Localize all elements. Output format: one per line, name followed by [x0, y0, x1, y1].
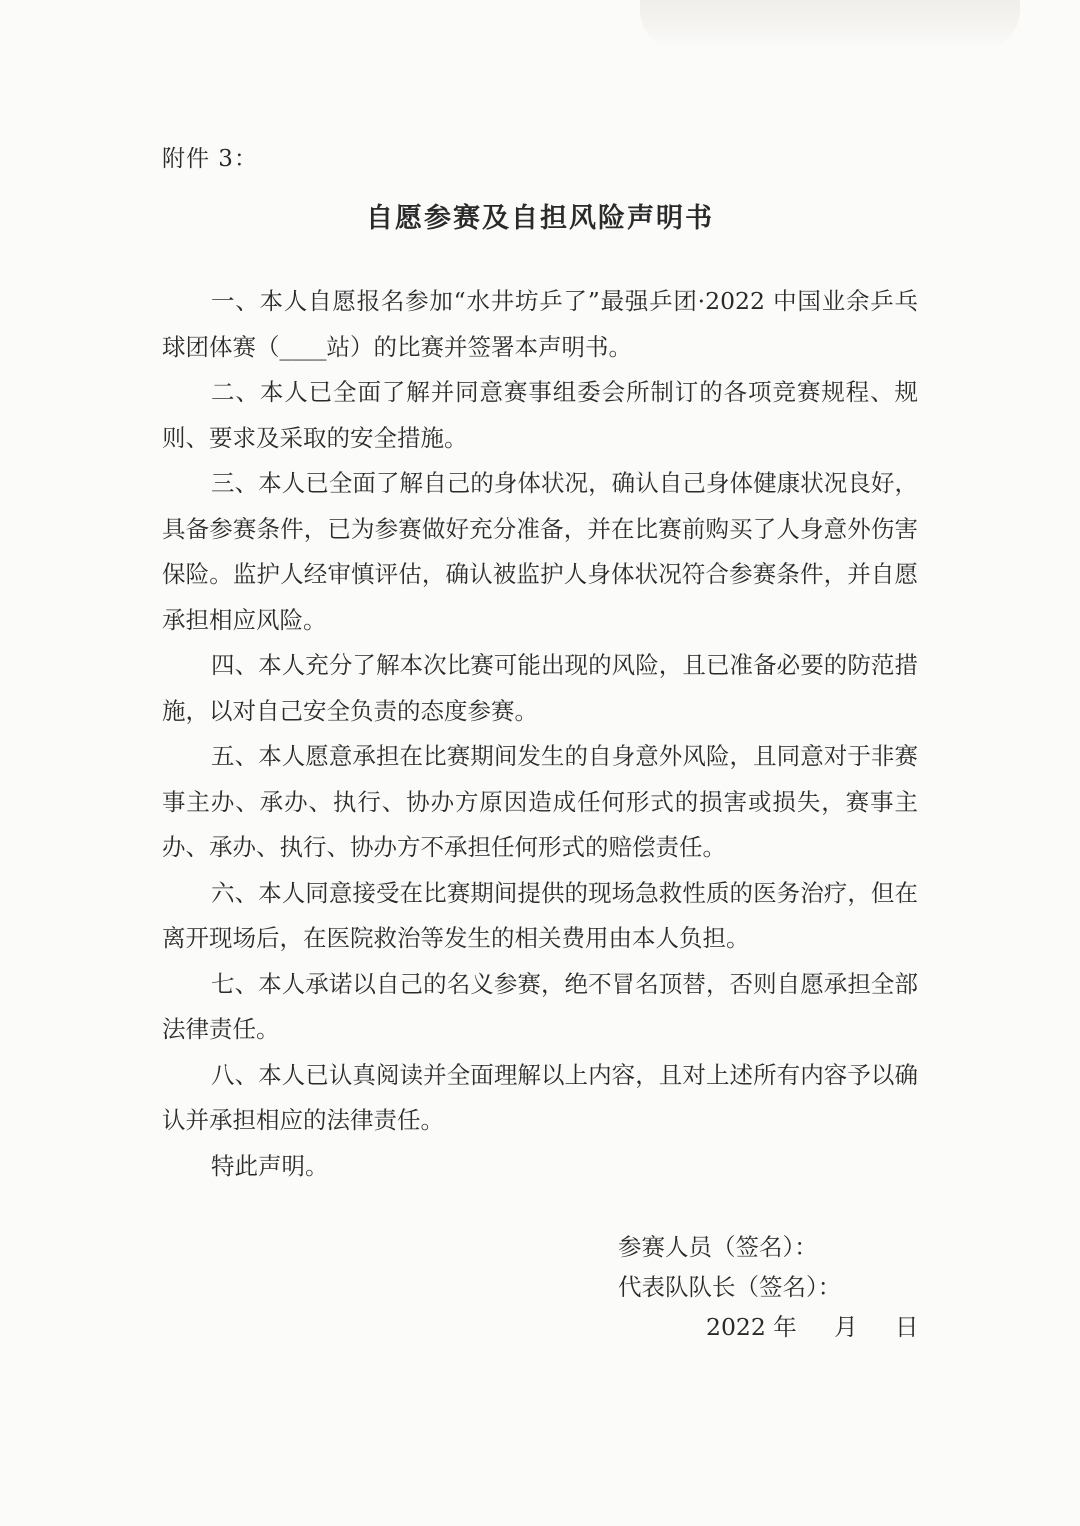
paragraph-1: 一、本人自愿报名参加“水井坊乒了”最强乒团·2022 中国业余乒乓球团体赛（____站）的比赛并签署本声明书。	[162, 287, 918, 361]
document-title: 自愿参赛及自担风险声明书	[366, 203, 714, 234]
signature-date: 2022 年 月 日	[706, 1313, 919, 1341]
closing-statement: 特此声明。	[211, 1151, 329, 1180]
attachment-label: 附件 3：	[162, 146, 258, 172]
scan-shadow	[640, 0, 1020, 50]
paragraph-6: 六、本人同意接受在比赛期间提供的现场急救性质的医务治疗，但在离开现场后，在医院救治等发生的相关费用由本人负担。	[162, 878, 918, 952]
participant-signature-label: 参赛人员（签名）：	[618, 1233, 818, 1261]
captain-signature-label: 代表队队长（签名）：	[618, 1273, 842, 1301]
paragraph-7: 七、本人承诺以自己的名义参赛，绝不冒名顶替，否则自愿承担全部法律责任。	[162, 969, 918, 1043]
paragraph-4: 四、本人充分了解本次比赛可能出现的风险，且已准备必要的防范措施，以对自己安全负责的态度参赛。	[162, 651, 918, 725]
paragraph-3: 三、本人已全面了解自己的身体状况，确认自己身体健康状况良好，具备参赛条件，已为参赛做好充分准备，并在比赛前购买了人身意外伤害保险。监护人经审慎评估，确认被监护人身体状况符合参赛条件，并自愿承担相应风险。	[162, 469, 918, 634]
declaration-body	[162, 279, 918, 1189]
paragraph-2: 二、本人已全面了解并同意赛事组委会所制订的各项竞赛规程、规则、要求及采取的安全措施。	[162, 378, 918, 452]
paragraph-8: 八、本人已认真阅读并全面理解以上内容，且对上述所有内容予以确认并承担相应的法律责任。	[162, 1060, 918, 1134]
paragraph-5: 五、本人愿意承担在比赛期间发生的自身意外风险，且同意对于非赛事主办、承办、执行、协办方原因造成任何形式的损害或损失，赛事主办、承办、执行、协办方不承担任何形式的赔偿责任。	[162, 742, 918, 861]
